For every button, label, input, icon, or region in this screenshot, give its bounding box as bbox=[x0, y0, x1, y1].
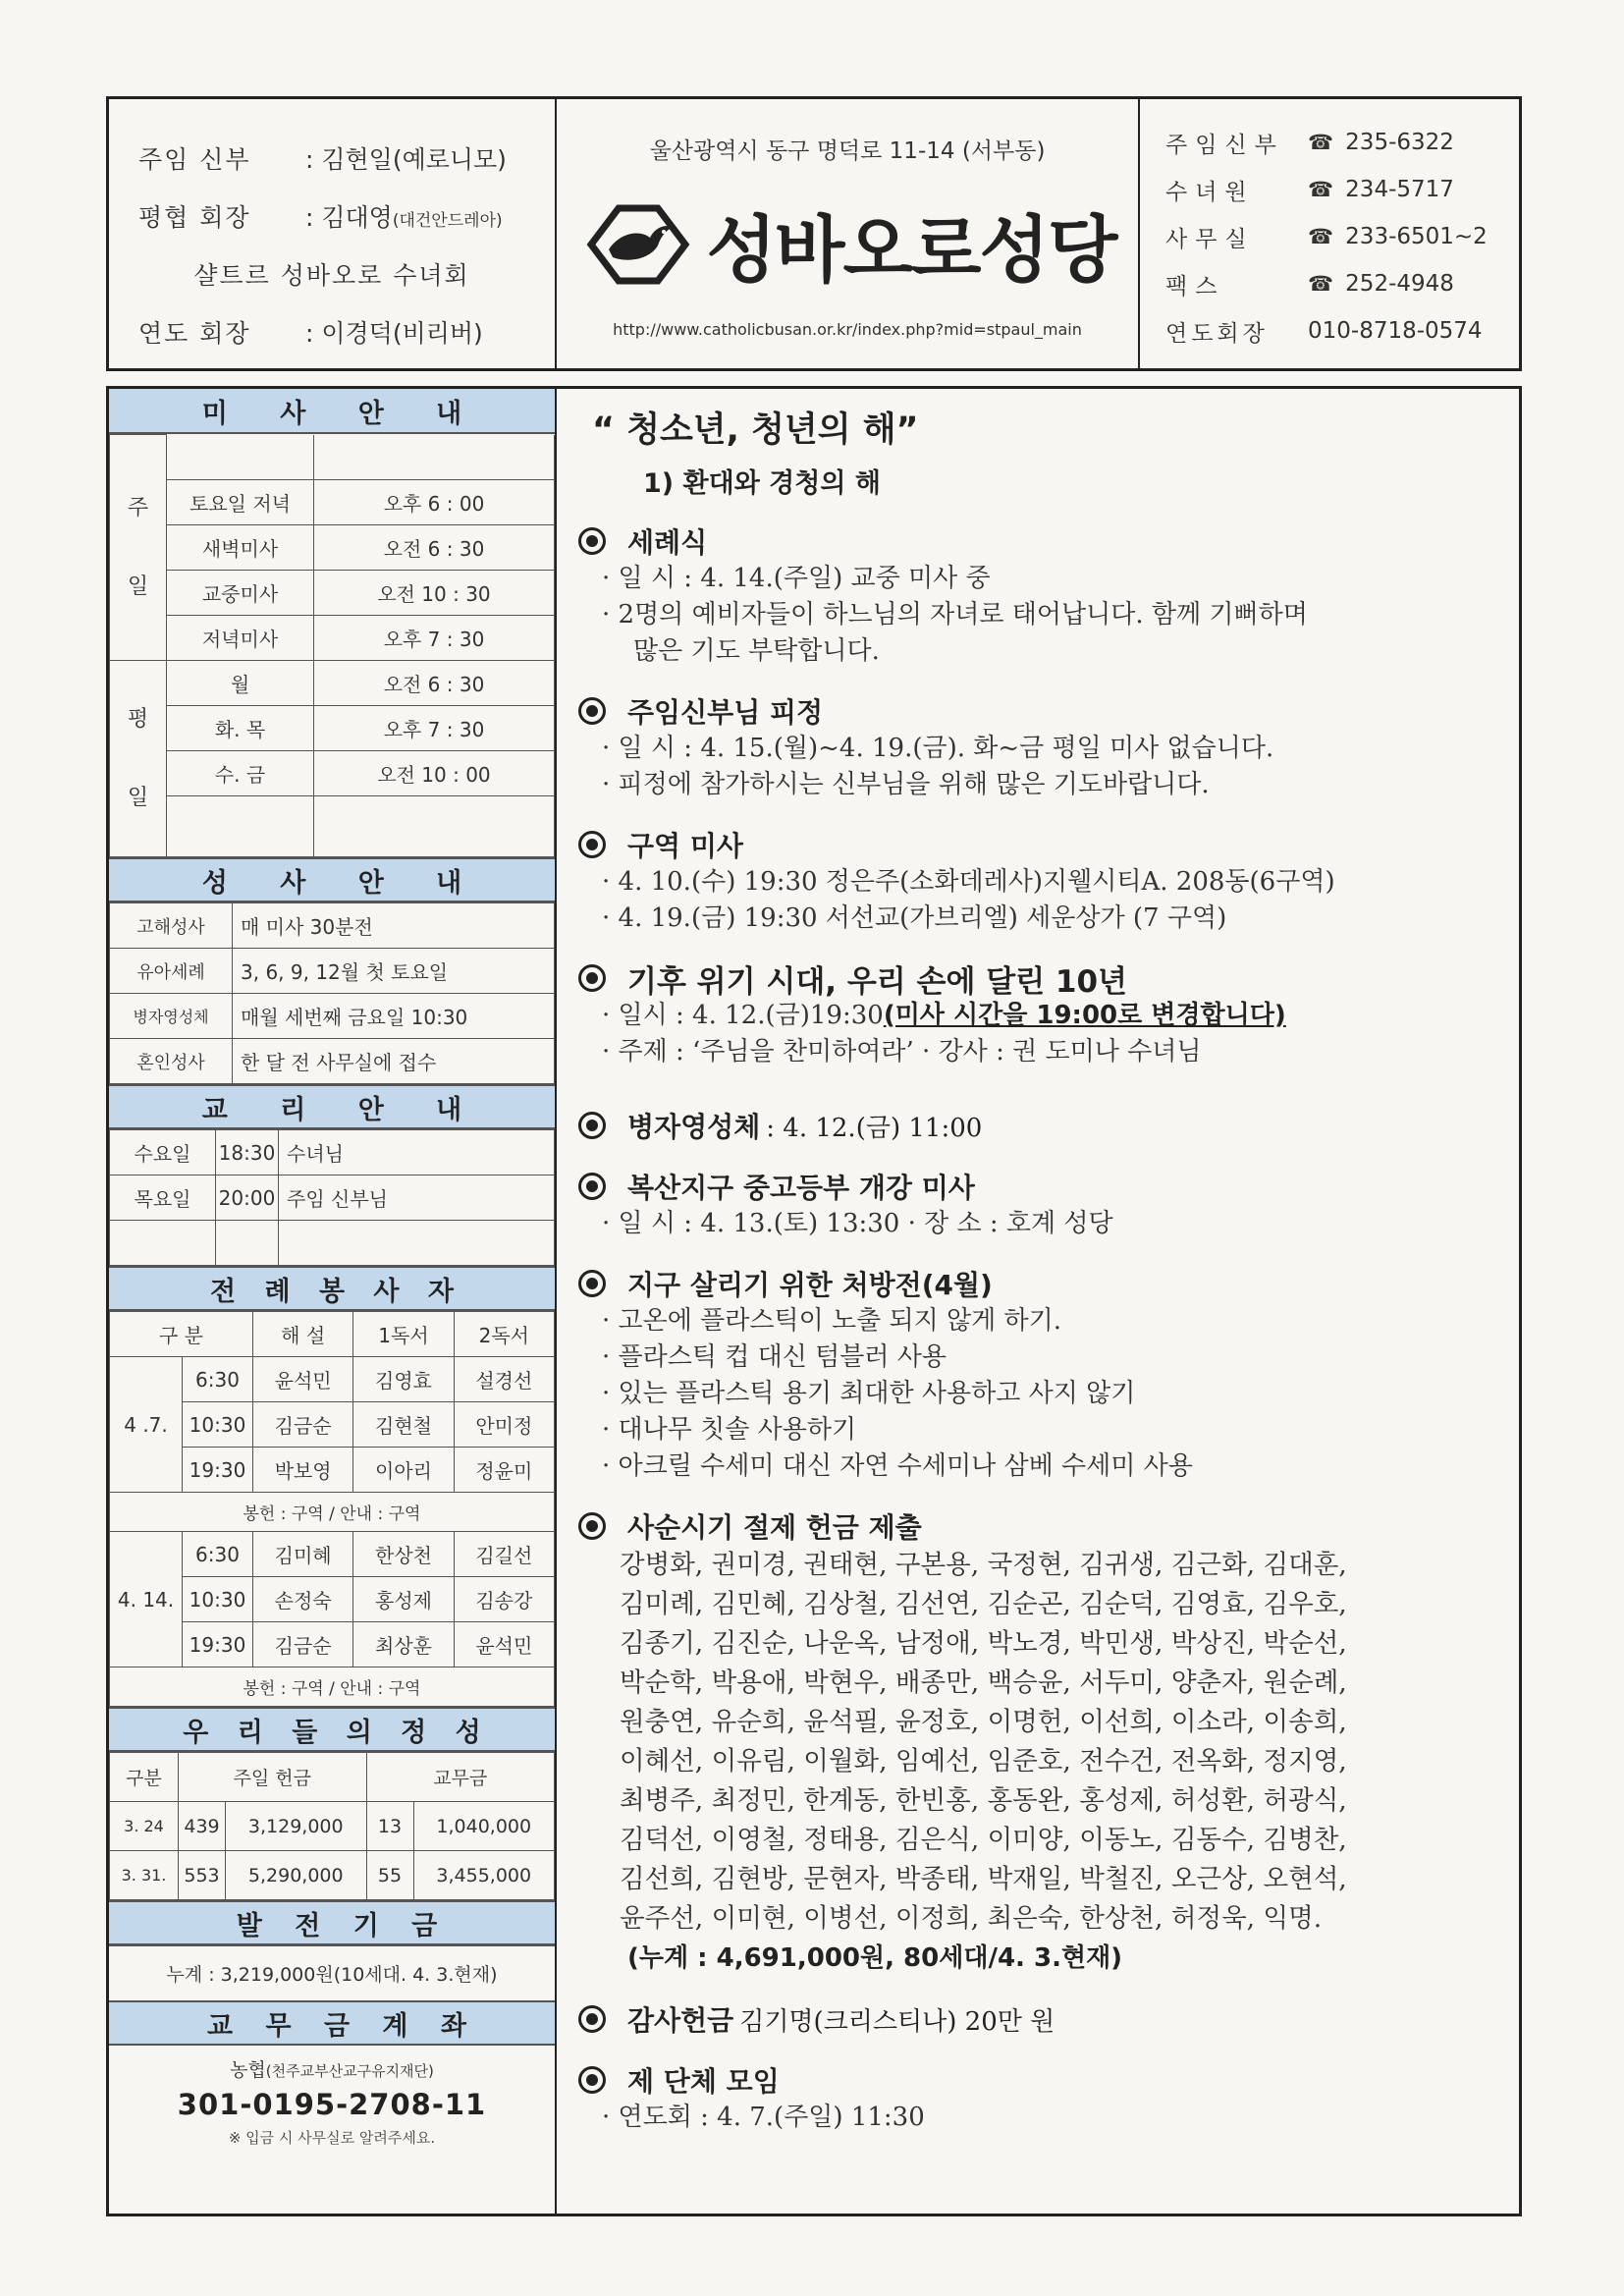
notice-line: · 있는 플라스틱 용기 최대한 사용하고 사지 않기 bbox=[602, 1379, 1136, 1408]
page-title: “ 청소년, 청년의 해” bbox=[592, 410, 919, 450]
server-name: 윤석민 bbox=[253, 1357, 353, 1402]
column-header: 교무금 bbox=[366, 1753, 555, 1802]
contact-row bbox=[1165, 166, 1519, 213]
server-name: 김금순 bbox=[253, 1402, 353, 1448]
column-header: 구 분 bbox=[110, 1312, 253, 1357]
congregation-name: 샬트르 성바오로 수녀회 bbox=[193, 260, 470, 290]
leader-label: 평협 회장 bbox=[138, 202, 251, 232]
notice-line: · 일 시 : 4. 13.(토) 13:30 · 장 소 : 호계 성당 bbox=[602, 1209, 1113, 1238]
server-time: 6:30 bbox=[183, 1532, 253, 1577]
fund-total: 누계 : 3,219,000원(10세대. 4. 3.현재) bbox=[109, 1945, 555, 2000]
server-date: 4. 14. bbox=[110, 1532, 183, 1667]
contact-label: 사무실 bbox=[1165, 226, 1255, 252]
notice-line: · 피정에 참가하시는 신부님을 위해 많은 기도바랍니다. bbox=[602, 770, 1210, 799]
table-row bbox=[110, 1221, 555, 1266]
contact-row bbox=[1165, 213, 1519, 260]
servers-heading: 전 례 봉 사 자 bbox=[109, 1266, 555, 1311]
sunday-label: 주 일 bbox=[110, 435, 167, 661]
donor-line: 김선희, 김현방, 문현자, 박종태, 박재일, 박철진, 오근상, 오현석, bbox=[620, 1864, 1347, 1894]
leaders-panel bbox=[109, 99, 557, 368]
page-subtitle: 1) 환대와 경청의 해 bbox=[643, 468, 881, 499]
sacrament-name: 병자영성체 bbox=[110, 994, 233, 1039]
server-name: 윤석민 bbox=[454, 1622, 554, 1667]
sacrament-desc: 한 달 전 사무실에 접수 bbox=[233, 1039, 555, 1084]
church-url: http://www.catholicbusan.or.kr/index.php?mid=stpaul_main bbox=[613, 320, 1082, 339]
table-row bbox=[110, 751, 555, 796]
leader-row bbox=[138, 187, 555, 245]
notice-line: · 주제 : ‘주님을 찬미하여라’ · 강사 : 권 도미나 수녀님 bbox=[602, 1037, 1202, 1066]
donor-total: (누계 : 4,691,000원, 80세대/4. 3.현재) bbox=[627, 1943, 1123, 1973]
donor-line: 이혜선, 이유림, 이월화, 임예선, 임준호, 전수건, 전옥화, 정지영, bbox=[620, 1746, 1347, 1777]
table-row bbox=[110, 616, 555, 661]
column-header: 해 설 bbox=[253, 1312, 353, 1357]
table-row bbox=[110, 903, 555, 949]
church-name: 성바오로성당 bbox=[706, 208, 1116, 293]
mass-time: 오전 6 : 30 bbox=[314, 525, 555, 571]
server-name: 설경선 bbox=[454, 1357, 554, 1402]
server-time: 19:30 bbox=[183, 1448, 253, 1493]
donor-line: 최병주, 최정민, 한계동, 한빈홍, 홍동완, 홍성제, 허성환, 허광식, bbox=[620, 1785, 1347, 1816]
leader-row bbox=[138, 302, 555, 360]
bullet-circle-icon bbox=[578, 527, 606, 555]
column-header: 주일 헌금 bbox=[179, 1753, 367, 1802]
notice-heading: 제 단체 모임 bbox=[627, 2065, 780, 2098]
phone-icon: ☎ bbox=[1308, 131, 1334, 154]
contact-number: 234-5717 bbox=[1345, 177, 1454, 202]
server-name: 김현철 bbox=[353, 1402, 454, 1448]
notice-sick-communion bbox=[578, 1106, 1519, 1145]
mass-time: 오후 7 : 30 bbox=[314, 706, 555, 751]
mass-schedule-table bbox=[109, 434, 555, 857]
notice-line: · 4. 19.(금) 19:30 서선교(가브리엘) 세운상가 (7 구역) bbox=[602, 903, 1227, 933]
donor-line: 강병화, 권미경, 권태현, 구본용, 국정현, 김귀생, 김근화, 김대훈, bbox=[620, 1550, 1347, 1580]
dove-emblem-icon bbox=[579, 202, 697, 287]
bullet-circle-icon bbox=[578, 831, 606, 858]
server-name: 김금순 bbox=[253, 1622, 353, 1667]
mass-name: 저녁미사 bbox=[167, 616, 314, 661]
notice-district-mass bbox=[578, 825, 1519, 937]
catechism-teacher: 수녀님 bbox=[279, 1130, 555, 1175]
table-row bbox=[110, 435, 555, 480]
mass-time: 오전 10 : 00 bbox=[314, 751, 555, 796]
notice-line: · 아크릴 수세미 대신 자연 수세미나 삼베 수세미 사용 bbox=[602, 1451, 1193, 1481]
weekday-label: 평 일 bbox=[110, 661, 167, 857]
notice-line: · 2명의 예비자들이 하느님의 자녀로 태어납니다. 함께 기뻐하며 bbox=[602, 600, 1308, 629]
sacraments-table bbox=[109, 902, 555, 1084]
leader-row bbox=[138, 129, 555, 187]
notice-lent-offering bbox=[578, 1506, 1519, 1978]
time-change-notice: (미사 시간을 19:00로 변경합니다) bbox=[883, 1001, 1286, 1030]
server-name: 김미혜 bbox=[253, 1532, 353, 1577]
table-row bbox=[110, 525, 555, 571]
notice-heading: 복산지구 중고등부 개강 미사 bbox=[627, 1172, 975, 1204]
sacrament-desc: 3, 6, 9, 12월 첫 토요일 bbox=[233, 949, 555, 994]
contact-label: 팩스 bbox=[1165, 273, 1225, 300]
notice-detail: 김기명(크리스티나) 20만 원 bbox=[739, 2006, 1056, 2037]
catechism-day: 목요일 bbox=[110, 1175, 216, 1221]
bullet-circle-icon bbox=[578, 697, 606, 725]
offerings-heading: 우 리 들 의 정 성 bbox=[109, 1707, 555, 1752]
table-row bbox=[110, 661, 555, 706]
left-sidebar bbox=[109, 389, 557, 2214]
servers-table bbox=[109, 1311, 555, 1707]
server-name: 홍성제 bbox=[353, 1577, 454, 1622]
table-row bbox=[110, 1532, 555, 1577]
server-name: 김길선 bbox=[454, 1532, 554, 1577]
church-address: 울산광역시 동구 명덕로 11-14 (서부동) bbox=[649, 138, 1046, 164]
table-row bbox=[110, 571, 555, 616]
server-name: 김송강 bbox=[454, 1577, 554, 1622]
notice-line: · 고온에 플라스틱이 노출 되지 않게 하기. bbox=[602, 1306, 1061, 1336]
notice-line: · 일 시 : 4. 14.(주일) 교중 미사 중 bbox=[602, 564, 991, 593]
notice-line: · 플라스틱 컵 대신 텀블러 사용 bbox=[602, 1342, 947, 1372]
sacrament-desc: 매월 세번째 금요일 10:30 bbox=[233, 994, 555, 1039]
contact-number: 252-4948 bbox=[1345, 271, 1454, 297]
donor-line: 윤주선, 이미현, 이병선, 이정희, 최은숙, 한상천, 허정욱, 익명. bbox=[620, 1903, 1323, 1934]
mass-name: 교중미사 bbox=[167, 571, 314, 616]
offering-count: 553 bbox=[179, 1851, 226, 1900]
notice-line: · 연도회 : 4. 7.(주일) 11:30 bbox=[602, 2103, 925, 2132]
server-name: 손정숙 bbox=[253, 1577, 353, 1622]
mass-name: 새벽미사 bbox=[167, 525, 314, 571]
phone-icon: ☎ bbox=[1308, 178, 1334, 201]
sacraments-heading: 성 사 안 내 bbox=[109, 857, 555, 902]
contact-label: 주임신부 bbox=[1165, 132, 1284, 158]
column-header: 2독서 bbox=[454, 1312, 554, 1357]
offerings-table bbox=[109, 1752, 555, 1900]
notice-heading: 병자영성체 bbox=[627, 1111, 761, 1143]
notice-baptism bbox=[578, 521, 1519, 670]
catechism-day: 수요일 bbox=[110, 1130, 216, 1175]
bullet-circle-icon bbox=[578, 2005, 606, 2033]
notice-heading: 감사헌금 bbox=[627, 2004, 734, 2037]
leader-value: : 김현일(예로니모) bbox=[305, 144, 507, 174]
mass-name: 수. 금 bbox=[167, 751, 314, 796]
notice-heading: 주임신부님 피정 bbox=[627, 696, 824, 729]
contact-label: 연도회장 bbox=[1165, 320, 1269, 347]
server-time: 10:30 bbox=[183, 1577, 253, 1622]
notice-group-meetings bbox=[578, 2060, 1519, 2136]
mass-name: 토요일 저녁 bbox=[167, 480, 314, 525]
bulletin-body bbox=[106, 386, 1522, 2216]
notice-heading: 세례식 bbox=[627, 526, 708, 559]
server-name: 이아리 bbox=[353, 1448, 454, 1493]
bulletin-header bbox=[106, 96, 1522, 371]
catechism-time: 20:00 bbox=[216, 1175, 279, 1221]
notice-climate bbox=[578, 958, 1519, 1070]
notice-detail: : 4. 12.(금) 11:00 bbox=[766, 1113, 983, 1143]
table-row bbox=[110, 1667, 555, 1707]
contact-number: 235-6322 bbox=[1345, 130, 1454, 155]
announcements bbox=[559, 389, 1519, 2214]
table-row bbox=[110, 480, 555, 525]
notice-heading: 기후 위기 시대, 우리 손에 달린 10년 bbox=[627, 963, 1127, 1000]
offering-amount: 5,290,000 bbox=[226, 1851, 367, 1900]
table-row bbox=[110, 1802, 555, 1851]
offering-date: 3. 31. bbox=[110, 1851, 179, 1900]
account-info bbox=[109, 2046, 555, 2148]
contact-panel bbox=[1140, 99, 1519, 368]
sacrament-desc: 매 미사 30분전 bbox=[233, 903, 555, 949]
notice-line: 많은 기도 부탁합니다. bbox=[633, 636, 880, 666]
mass-schedule-heading: 미 사 안 내 bbox=[109, 389, 555, 434]
donor-list bbox=[578, 1546, 1519, 1978]
server-name: 김영효 bbox=[353, 1357, 454, 1402]
sacrament-name: 유아세례 bbox=[110, 949, 233, 994]
notice-heading: 지구 살리기 위한 처방전(4월) bbox=[627, 1269, 993, 1301]
server-name: 한상천 bbox=[353, 1532, 454, 1577]
church-identity bbox=[557, 99, 1140, 368]
notice-thanks-offering bbox=[578, 1999, 1519, 2039]
table-row bbox=[110, 1130, 555, 1175]
notice-line: · 일시 : 4. 12.(금)19:30(미사 시간을 19:00로 변경합니다) bbox=[602, 1001, 1286, 1030]
offering-count: 55 bbox=[366, 1851, 413, 1900]
donor-line: 김종기, 김진순, 나운옥, 남정애, 박노경, 박민생, 박상진, 박순선, bbox=[620, 1628, 1347, 1659]
notice-heading: 사순시기 절제 헌금 제출 bbox=[627, 1511, 922, 1544]
table-row bbox=[110, 1753, 555, 1802]
table-row bbox=[110, 1175, 555, 1221]
contact-row bbox=[1165, 119, 1519, 166]
notice-line: · 대나무 칫솔 사용하기 bbox=[602, 1415, 857, 1445]
notice-earth-prescription bbox=[578, 1264, 1519, 1485]
account-note: ※ 입금 시 사무실로 알려주세요. bbox=[228, 2129, 436, 2147]
catechism-table bbox=[109, 1129, 555, 1266]
server-time: 19:30 bbox=[183, 1622, 253, 1667]
donor-line: 박순학, 박용애, 박현우, 배종만, 백승윤, 서두미, 양춘자, 원순례, bbox=[620, 1667, 1347, 1698]
contact-row bbox=[1165, 307, 1519, 355]
offering-amount: 3,455,000 bbox=[413, 1851, 555, 1900]
leader-value: : 김대영(대건안드레아) bbox=[305, 202, 503, 232]
column-header: 구분 bbox=[110, 1753, 179, 1802]
table-row bbox=[110, 1493, 555, 1532]
catechism-teacher: 주임 신부님 bbox=[279, 1175, 555, 1221]
table-row bbox=[110, 706, 555, 751]
server-time: 6:30 bbox=[183, 1357, 253, 1402]
offering-count: 13 bbox=[366, 1802, 413, 1851]
table-row bbox=[110, 994, 555, 1039]
bullet-circle-icon bbox=[578, 964, 606, 992]
server-note: 봉헌 : 구역 / 안내 : 구역 bbox=[110, 1667, 555, 1707]
bullet-circle-icon bbox=[578, 1112, 606, 1139]
offering-amount: 3,129,000 bbox=[226, 1802, 367, 1851]
column-header: 1독서 bbox=[353, 1312, 454, 1357]
account-number: 301-0195-2708-11 bbox=[177, 2088, 487, 2121]
table-row bbox=[110, 796, 555, 857]
notice-line: · 4. 10.(수) 19:30 정은주(소화데레사)지웰시티A. 208동(6구역) bbox=[602, 867, 1335, 897]
table-row bbox=[110, 949, 555, 994]
bullet-circle-icon bbox=[578, 1173, 606, 1200]
notice-heading: 구역 미사 bbox=[627, 830, 743, 862]
server-name: 정윤미 bbox=[454, 1448, 554, 1493]
account-heading: 교 무 금 계 좌 bbox=[109, 2000, 555, 2046]
mass-time: 오전 6 : 30 bbox=[314, 661, 555, 706]
fund-heading: 발 전 기 금 bbox=[109, 1900, 555, 1945]
mass-name: 월 bbox=[167, 661, 314, 706]
leader-label: 연도 회장 bbox=[138, 318, 251, 348]
leader-label: 주임 신부 bbox=[138, 144, 251, 174]
bullet-circle-icon bbox=[578, 1512, 606, 1540]
server-time: 10:30 bbox=[183, 1402, 253, 1448]
contact-number: 010-8718-0574 bbox=[1308, 318, 1483, 344]
offering-date: 3. 24 bbox=[110, 1802, 179, 1851]
church-logo bbox=[579, 192, 1116, 297]
catechism-heading: 교 리 안 내 bbox=[109, 1084, 555, 1129]
table-row bbox=[110, 1357, 555, 1402]
table-row bbox=[110, 1312, 555, 1357]
mass-time: 오후 7 : 30 bbox=[314, 616, 555, 661]
sacrament-name: 혼인성사 bbox=[110, 1039, 233, 1084]
notice-retreat bbox=[578, 691, 1519, 803]
contact-number: 233-6501~2 bbox=[1345, 224, 1488, 249]
phone-icon: ☎ bbox=[1308, 272, 1334, 296]
notice-line: · 일 시 : 4. 15.(월)~4. 19.(금). 화~금 평일 미사 없습니다. bbox=[602, 734, 1274, 763]
mass-time: 오후 6 : 00 bbox=[314, 480, 555, 525]
mass-name: 화. 목 bbox=[167, 706, 314, 751]
leader-row bbox=[138, 245, 555, 302]
server-date: 4 .7. bbox=[110, 1357, 183, 1493]
bank-name: 농협(천주교부산교구유지재단) bbox=[230, 2059, 434, 2081]
offering-amount: 1,040,000 bbox=[413, 1802, 555, 1851]
notice-youth-mass bbox=[578, 1167, 1519, 1242]
server-name: 안미정 bbox=[454, 1402, 554, 1448]
server-name: 최상훈 bbox=[353, 1622, 454, 1667]
leader-value: : 이경덕(비리버) bbox=[305, 318, 483, 348]
mass-time: 오전 10 : 30 bbox=[314, 571, 555, 616]
offering-count: 439 bbox=[179, 1802, 226, 1851]
server-name: 박보영 bbox=[253, 1448, 353, 1493]
sacrament-name: 고해성사 bbox=[110, 903, 233, 949]
donor-line: 김덕선, 이영철, 정태용, 김은식, 이미양, 이동노, 김동수, 김병찬, bbox=[620, 1825, 1347, 1855]
contact-label: 수녀원 bbox=[1165, 179, 1255, 205]
table-row bbox=[110, 1039, 555, 1084]
donor-line: 김미례, 김민혜, 김상철, 김선연, 김순곤, 김순덕, 김영효, 김우호, bbox=[620, 1589, 1347, 1619]
server-note: 봉헌 : 구역 / 안내 : 구역 bbox=[110, 1493, 555, 1532]
bullet-circle-icon bbox=[578, 2066, 606, 2094]
contact-row bbox=[1165, 260, 1519, 307]
donor-line: 원충연, 유순희, 윤석필, 윤정호, 이명헌, 이선희, 이소라, 이송희, bbox=[620, 1707, 1347, 1737]
bullet-circle-icon bbox=[578, 1270, 606, 1297]
table-row bbox=[110, 1851, 555, 1900]
phone-icon: ☎ bbox=[1308, 225, 1334, 248]
catechism-time: 18:30 bbox=[216, 1130, 279, 1175]
